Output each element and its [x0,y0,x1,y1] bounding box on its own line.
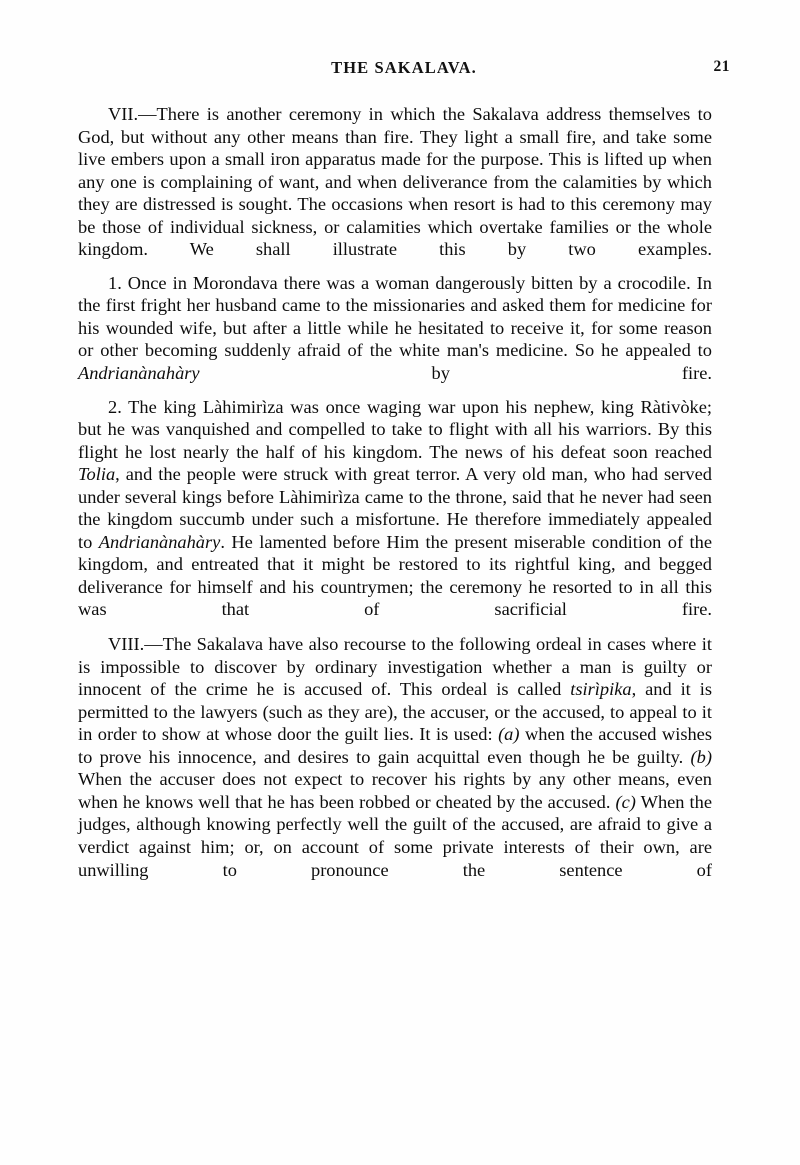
page-header [78,58,730,84]
paragraph-text-cont: by fire. [199,363,712,384]
paragraph-text: 1. Once in Morondava there was a woman dangerously bitten by a crocodile. In the first fright her husband came to the missionaries and asked them for medicine for his wounded wife, but after a little while he hesitated to receive it, for some reason or other becoming suddenly afraid of the white man's medicine. So he appealed to [78,272,712,361]
italic-term-andriananahary-2: Andrianànahàry [98,531,221,552]
paragraph-section-vii [78,103,712,261]
paragraph-text: VIII.—The Sakalava have also recourse to the following ordeal in cases where it is impossible to discover by ordinary investigation whether a man is guilty or innocent of the crime he is accused of. This ordeal is called [78,634,712,700]
italic-term-tsiripika: tsirìpika [570,679,632,700]
paragraph-text-a: when the accused wishes to prove his innocence, and desires to gain acquittal even though he be guilty. [78,724,712,767]
italic-term-tolia: Tolia [78,464,116,485]
paragraph-text-b: When the accuser does not expect to recover his rights by any other means, even when he knows well that he has been robbed or cheated by the accused. [78,769,712,812]
paragraph-text-cont: , and the people were struck with great terror. A very old man, who had served under several kings before Làhimirìza came to the throne, said that he never had seen the kingdom succumb under such a misfortune. He therefore immediately appealed to [78,464,712,552]
paragraph-text: VII.—There is another ceremony in which the Sakalava address themselves to God, but without any other means than fire. They light a small fire, and take some live embers upon a small iron apparatus made for the purpose. This is lifted up when any one is complaining of want, and when deliverance from the calamities by which they are distressed is sought. The occasions when resort is had to this ceremony may be those of individual sickness, or calamities which overtake families or the whole kingdom. We shall illustrate this by two examples. [78,104,712,260]
paragraph-text-c: When the judges, although knowing perfectly well the guilt of the accused, are afraid to give a verdict against him; or, on account of some private interests of their own, are unwilling to pronounce the sentence of [78,791,712,880]
paragraph-example-2 [78,396,712,621]
italic-term-andriananahary: Andrianànahàry [78,363,200,384]
italic-label-a: (a) [498,724,520,745]
paragraph-section-viii [78,633,712,881]
italic-label-c: (c) [615,791,636,812]
paragraph-text-cont: , and it is permitted to the lawyers (such as they are), the accuser, or the accused, to appeal to it in order to show at whose door the guilt lies. It is used: [78,679,712,745]
paragraph-text-end: . He lamented before Him the present miserable condition of the kingdom, and entreated that it might be restored to its rightful king, and begged deliverance for himself and his countrymen; the ceremony he resorted to in all this was that of sacrificial fire. [78,531,712,620]
paragraph-example-1 [78,272,712,385]
body-text [78,103,712,881]
italic-label-b: (b) [690,746,712,767]
running-head-title: THE SAKALAVA. [331,58,477,77]
page-number: 21 [713,58,730,75]
paragraph-text: 2. The king Làhimirìza was once waging war upon his nephew, king Ràtivòke; but he was vanquished and compelled to take to flight with all his warriors. By this flight he lost nearly the half of his kingdom. The news of his defeat soon reached [78,396,712,462]
